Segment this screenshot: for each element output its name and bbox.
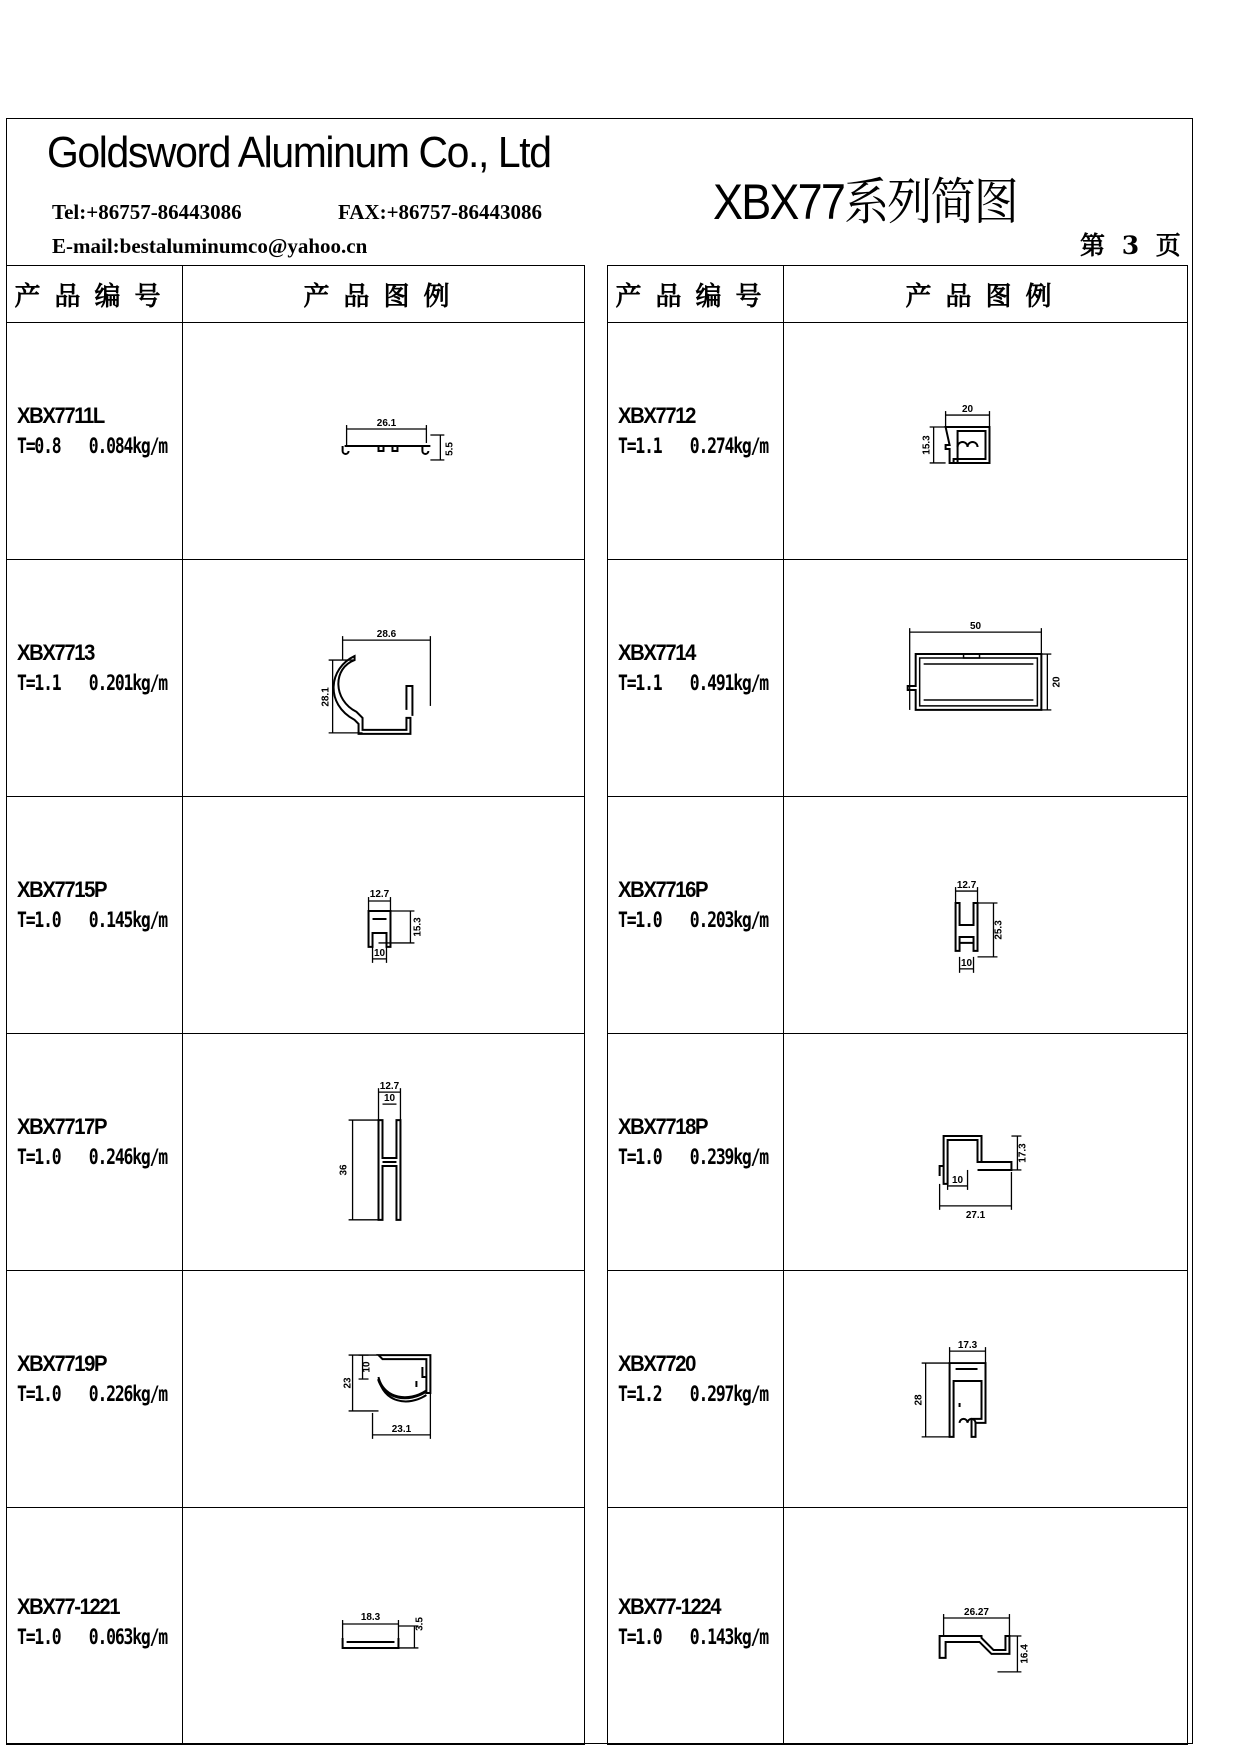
dimension-label: 17.3: [957, 1340, 978, 1352]
product-code: XBX7716P: [618, 877, 708, 902]
thickness: T=1.0: [17, 1145, 61, 1169]
table-row: [7, 1508, 585, 1745]
table-row: [608, 323, 1188, 560]
thickness: T=1.1: [618, 434, 662, 458]
dimension-label: 25.3: [993, 920, 1005, 940]
thickness: T=0.8: [17, 434, 61, 458]
dimension-label: 10: [952, 1174, 964, 1186]
table-row: [608, 1034, 1188, 1271]
thickness: T=1.0: [618, 1625, 662, 1649]
product-diagram-cell: [784, 560, 1188, 797]
product-diagram-cell: [183, 1034, 585, 1271]
dimension-label: 10: [961, 957, 973, 969]
thickness: T=1.2: [618, 1382, 662, 1406]
weight: 0.201kg/m: [88, 671, 167, 695]
header-product-code: 产品编号: [608, 266, 784, 323]
profile-drawing: [784, 323, 1187, 559]
table-row: [608, 560, 1188, 797]
product-diagram-cell: [784, 1508, 1188, 1745]
product-code-cell: [7, 323, 183, 560]
weight: 0.246kg/m: [88, 1145, 167, 1169]
profile-drawing: [183, 797, 584, 1033]
thickness: T=1.0: [17, 1382, 61, 1406]
weight: 0.145kg/m: [88, 908, 167, 932]
series-title: XBX77系列简图: [713, 174, 1017, 230]
dimension-label: 28.6: [376, 629, 397, 641]
thickness: T=1.1: [17, 671, 61, 695]
product-diagram-cell: [784, 1034, 1188, 1271]
product-code: XBX77-1224: [618, 1594, 721, 1619]
product-spec: [17, 1145, 167, 1169]
header-product-code: 产品编号: [7, 266, 183, 323]
product-diagram-cell: [183, 1508, 585, 1745]
product-code-cell: [608, 797, 784, 1034]
dimension-label: 17.3: [1017, 1143, 1029, 1163]
table-row: [7, 797, 585, 1034]
product-code-cell: [7, 797, 183, 1034]
product-code: XBX7717P: [17, 1114, 107, 1139]
profile-drawing: [183, 1508, 584, 1744]
profile-drawing: [183, 1034, 584, 1270]
product-spec: [618, 434, 768, 458]
dimension-label: 12.7: [956, 880, 977, 892]
weight: 0.063kg/m: [88, 1625, 167, 1649]
product-code-cell: [7, 1508, 183, 1745]
weight: 0.143kg/m: [689, 1625, 768, 1649]
weight: 0.084kg/m: [88, 434, 167, 458]
weight: 0.203kg/m: [689, 908, 768, 932]
table-row: [7, 1034, 585, 1271]
table-row: [7, 323, 585, 560]
dimension-label: 20: [1051, 676, 1063, 688]
weight: 0.274kg/m: [689, 434, 768, 458]
dimension-label: 20: [961, 404, 974, 416]
dimension-label: 15.3: [921, 435, 933, 455]
weight: 0.491kg/m: [689, 671, 768, 695]
dimension-label: 10: [361, 1361, 373, 1373]
dimension-label: 5.5: [444, 442, 456, 456]
product-code-cell: [608, 1271, 784, 1508]
weight: 0.226kg/m: [88, 1382, 167, 1406]
product-code: XBX7715P: [17, 877, 107, 902]
product-code: XBX7720: [618, 1351, 695, 1376]
weight: 0.297kg/m: [689, 1382, 768, 1406]
dimension-label: 18.3: [360, 1612, 381, 1624]
thickness: T=1.0: [17, 1625, 61, 1649]
dimension-label: 50: [969, 621, 982, 633]
weight: 0.239kg/m: [689, 1145, 768, 1169]
product-diagram-cell: [183, 323, 585, 560]
profile-drawing: [183, 1271, 584, 1507]
dimension-label: 26.1: [376, 418, 397, 430]
table-row: [7, 560, 585, 797]
profile-drawing: [784, 560, 1187, 796]
product-code: XBX7711L: [17, 403, 104, 428]
tel-number: Tel:+86757-86443086: [52, 200, 242, 224]
profile-drawing: [784, 1271, 1187, 1507]
product-spec: [17, 908, 167, 932]
table-row: [608, 1271, 1188, 1508]
dimension-label: 36: [338, 1164, 350, 1176]
thickness: T=1.1: [618, 671, 662, 695]
product-diagram-cell: [183, 1271, 585, 1508]
product-code-cell: [608, 1508, 784, 1745]
profile-drawing: [784, 1034, 1187, 1270]
product-spec: [618, 908, 768, 932]
page-number: 第 3 页: [1080, 231, 1185, 260]
dimension-label: 15.3: [412, 917, 424, 937]
product-diagram-cell: [784, 797, 1188, 1034]
product-diagram-cell: [784, 323, 1188, 560]
product-spec: [618, 671, 768, 695]
table-row: [608, 797, 1188, 1034]
product-code-cell: [7, 1271, 183, 1508]
company-name: Goldsword Aluminum Co., Ltd: [47, 128, 551, 177]
product-code: XBX7713: [17, 640, 94, 665]
dimension-label: 27.1: [965, 1209, 986, 1221]
product-spec: [17, 671, 167, 695]
dimension-label: 10: [383, 1093, 396, 1105]
table-header-row: [7, 266, 585, 323]
product-spec: [17, 1625, 167, 1649]
product-code-cell: [608, 323, 784, 560]
product-code: XBX7712: [618, 403, 695, 428]
header-product-diagram: 产品图例: [183, 266, 585, 323]
fax-number: FAX:+86757-86443086: [338, 200, 543, 224]
profile-drawing: [183, 323, 584, 559]
product-code-cell: [7, 1034, 183, 1271]
dimension-label: 28.1: [320, 687, 332, 707]
product-diagram-cell: [183, 797, 585, 1034]
table-header-row: [608, 266, 1188, 323]
dimension-label: 10: [373, 947, 386, 959]
table-row: [608, 1508, 1188, 1745]
dimension-label: 23: [342, 1377, 354, 1389]
dimension-label: 12.7: [369, 889, 390, 901]
product-code: XBX77-1221: [17, 1594, 120, 1619]
dimension-label: 26.27: [964, 1607, 989, 1619]
dimension-label: 3.5: [414, 1617, 426, 1631]
profile-drawing: [784, 797, 1187, 1033]
dimension-label: 12.7: [379, 1081, 400, 1093]
profile-drawing: [784, 1508, 1187, 1744]
dimension-label: 28: [913, 1394, 925, 1406]
dimension-label: 16.4: [1019, 1644, 1031, 1664]
product-spec: [618, 1145, 768, 1169]
thickness: T=1.0: [618, 1145, 662, 1169]
dimension-label: 23.1: [391, 1423, 412, 1435]
product-code-cell: [7, 560, 183, 797]
email-address: E-mail:bestaluminumco@yahoo.cn: [52, 234, 368, 258]
product-spec: [17, 434, 167, 458]
product-spec: [17, 1382, 167, 1406]
table-row: [7, 1271, 585, 1508]
product-code-cell: [608, 1034, 784, 1271]
product-code-cell: [608, 560, 784, 797]
product-diagram-cell: [183, 560, 585, 797]
product-spec: [618, 1625, 768, 1649]
thickness: T=1.0: [618, 908, 662, 932]
product-code: XBX7718P: [618, 1114, 708, 1139]
product-table-left: [6, 265, 585, 1745]
product-spec: [618, 1382, 768, 1406]
header-product-diagram: 产品图例: [784, 266, 1188, 323]
profile-drawing: [183, 560, 584, 796]
product-code: XBX7714: [618, 640, 695, 665]
thickness: T=1.0: [17, 908, 61, 932]
product-table-right: [607, 265, 1188, 1745]
product-code: XBX7719P: [17, 1351, 107, 1376]
product-diagram-cell: [784, 1271, 1188, 1508]
